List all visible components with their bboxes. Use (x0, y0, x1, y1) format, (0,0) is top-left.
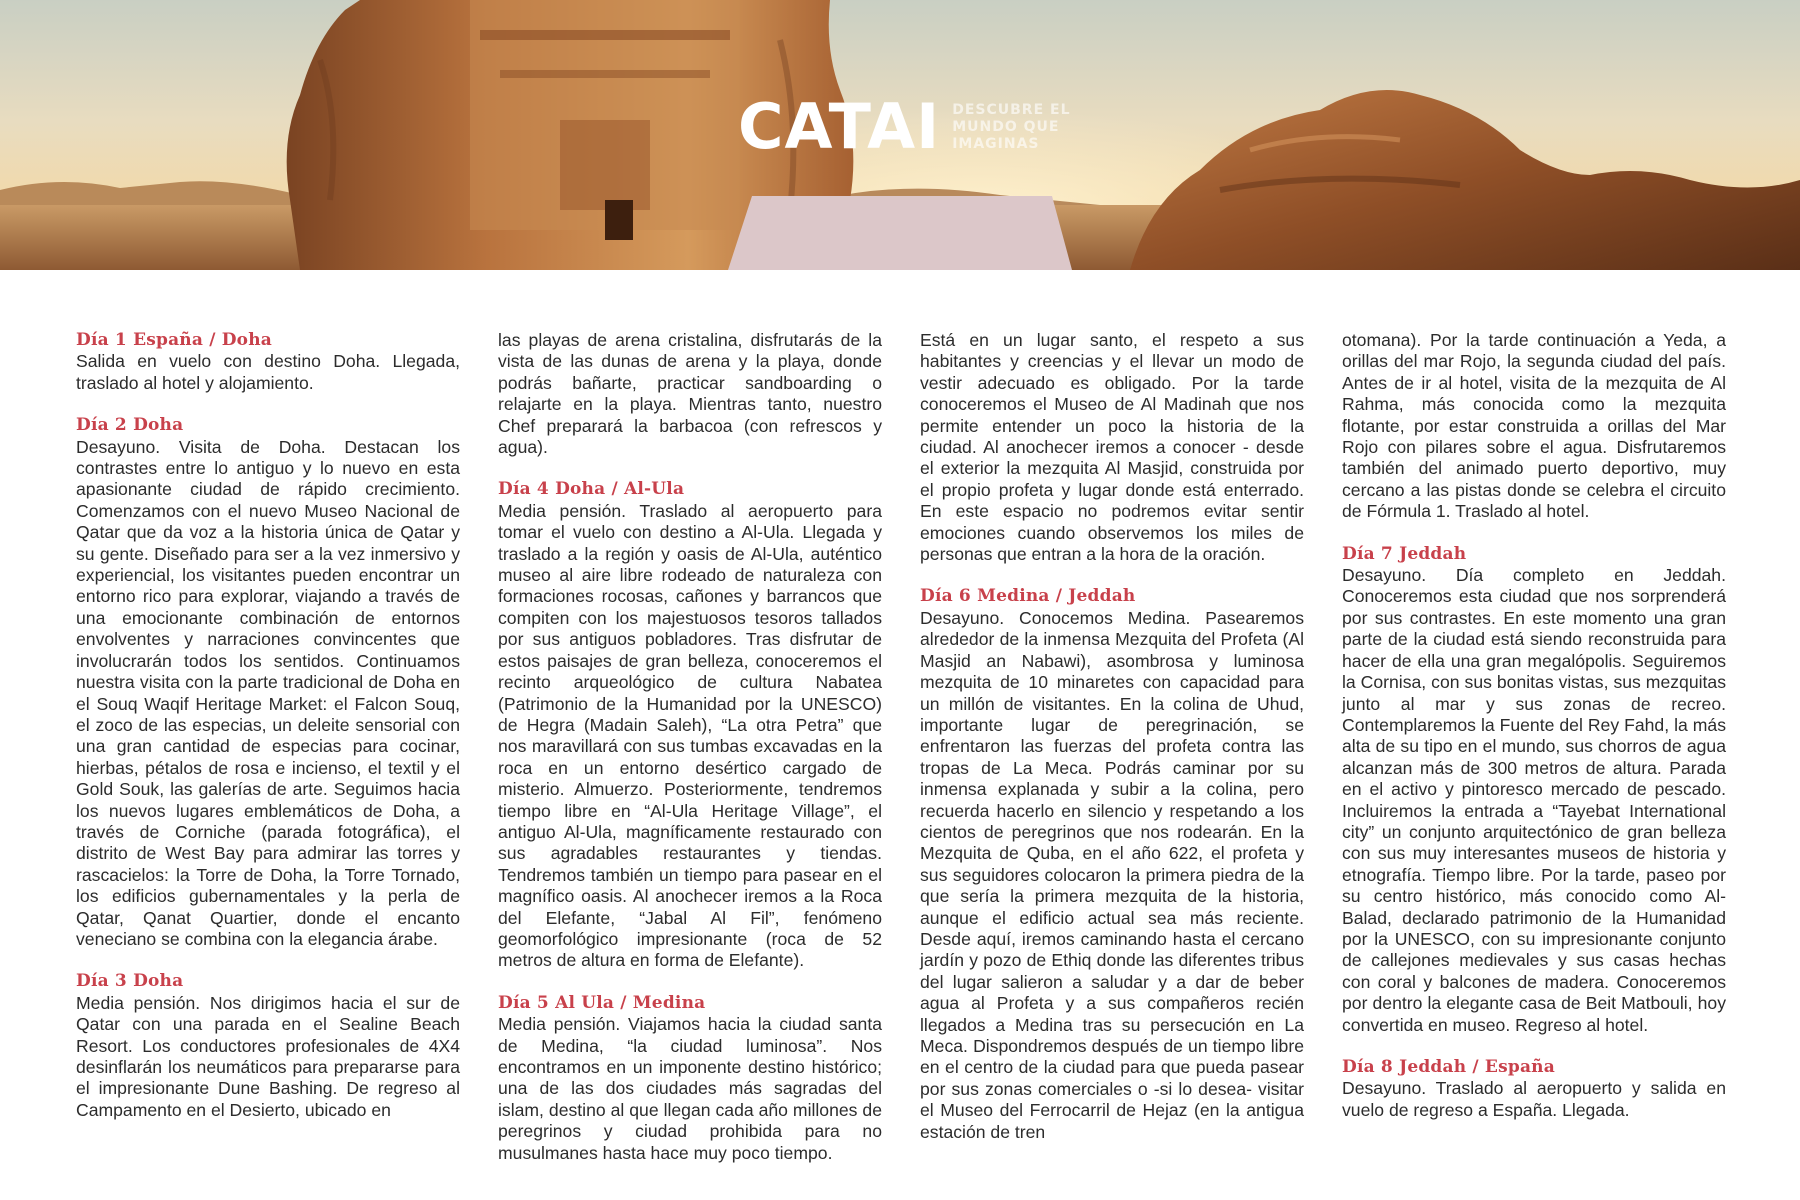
catai-logo (738, 92, 1071, 162)
day-text: las playas de arena cristalina, disfrutarás de la vista de las dunas de arena y la playa, donde podrás bañarte, practicar sandboarding o relajarte en la playa. Mientras tanto, nuestro Chef preparará la barbacoa (con refrescos y agua). (498, 330, 882, 458)
day-text: Desayuno. Visita de Doha. Destacan los contrastes entre lo antiguo y lo nuevo en esta apasionante ciudad de rápido crecimiento. Comenzamos con el nuevo Museo Nacional de Qatar que da voz a la historia única de Qatar y su gente. Diseñado para ser a la vez inmersivo y experiencial, los visitantes pueden encontrar un entorno rico para explorar, viajando a través de una emocionante combinación de entornos envolventes y narraciones convincentes que involucrarán todos los sentidos. Continuamos nuestra visita con la parte tradicional de Doha en el Souq Waqif Heritage Market: el Falcon Souq, el zoco de las especias, un deleite sensorial con una gran cantidad de especias para cocinar, hierbas, pétalos de rosa e incienso, el textil y el Gold Souk, las galerías de arte. Seguimos hacia los nuevos lugares emblemáticos de Doha, a través de Corniche (parada fotográfica), el distrito de West Bay para admirar las torres y rascacielos: la Torre de Doha, la Torre Tornado, los edificios gubernamentales y la perla de Qatar, Qanat Quartier, donde el encanto veneciano se combina con la elegancia árabe. (76, 436, 460, 949)
day-section-5 (498, 993, 882, 1164)
day-text: Media pensión. Viajamos hacia la ciudad santa de Medina, “la ciudad luminosa”. Nos encontramos en un imponente destino histórico; una de las dos ciudades más sagradas del islam, destino al que llegan cada año millones de peregrinos y ciudad prohibida para no musulmanes hasta hace muy poco tiempo. (498, 1014, 882, 1163)
day-title: Día 2 Doha (76, 415, 184, 436)
day-section-5-continued (920, 330, 1304, 565)
day-section-4 (498, 479, 882, 971)
day-section-2 (76, 415, 460, 950)
brand-tagline-line: IMAGINAS (952, 135, 1040, 152)
day-text: Está en un lugar santo, el respeto a sus habitantes y creencias y el llevar un modo de vestir adecuado es obligado. Por la tarde conoceremos el Museo de Al Madinah que nos permite entender un poco la historia de la ciudad. Al anochecer iremos a conocer - desde el exterior la mezquita Al Masjid, construida por el propio profeta y lugar donde está enterrado. En este espacio no podremos evitar sentir emociones cuando observemos los miles de personas que entran a la hora de la oración. (920, 330, 1304, 565)
day-title: Día 1 España / Doha (76, 330, 272, 350)
brand-tagline-line: DESCUBRE EL (952, 101, 1071, 118)
day-text: otomana). Por la tarde continuación a Yeda, a orillas del mar Rojo, la segunda ciudad del país. Antes de ir al hotel, visita de la mezquita de Al Rahma, más conocida como la mezquita flotante, por estar construida a orillas del Mar Rojo con pilares sobre el agua. Disfrutaremos también del animado puerto deportivo, muy cercano a las pistas donde se celebra el circuito de Fórmula 1. Traslado al hotel. (1342, 330, 1726, 522)
brand-name: CATAI (738, 90, 941, 163)
day-section-6 (920, 586, 1304, 1143)
itinerary-column-3 (920, 330, 1304, 1164)
brand-tagline-line: MUNDO QUE (952, 118, 1060, 135)
day-section-1 (76, 330, 460, 394)
day-title: Día 6 Medina / Jeddah (920, 586, 1136, 607)
day-section-7 (1342, 544, 1726, 1036)
day-section-3-continued (498, 330, 882, 458)
day-section-6-continued (1342, 330, 1726, 523)
day-title: Día 3 Doha (76, 971, 184, 992)
day-text: Media pensión. Traslado al aeropuerto para tomar el vuelo con destino a Al-Ula. Llegada y traslado a la región y oasis de Al-Ula, auténtico museo al aire libre rodeado de naturaleza con formaciones rocosas, cañones y barrancos que compiten con los majestuosos tesoros tallados por sus antiguos pobladores. Tras disfrutar de estos paisajes de gran belleza, conoceremos el recinto arqueológico de cultura Nabatea (Patrimonio de la Humanidad por la UNESCO) de Hegra (Madain Saleh), “La otra Petra” que nos maravillará con sus tumbas excavadas en la roca en un entorno desértico cargado de misterio. Almuerzo. Posteriormente, tendremos tiempo libre en “Al-Ula Heritage Village”, el antiguo Al-Ula, magníficamente restaurado con sus agradables restaurantes y tiendas. Tendremos también un tiempo para pasear en el magnífico oasis. Al anochecer iremos a la Roca del Elefante, “Jabal Al Fil”, fenómeno geomorfológico impresionante (roca de 52 metros de altura en forma de Elefante). (498, 500, 882, 971)
day-text: Salida en vuelo con destino Doha. Llegada, traslado al hotel y alojamiento. (76, 351, 460, 393)
pink-tab-shape (728, 196, 1072, 270)
day-title: Día 5 Al Ula / Medina (498, 992, 706, 1013)
day-title: Día 4 Doha / Al-Ula (498, 479, 685, 500)
brand-tagline (952, 102, 1070, 153)
day-section-3 (76, 971, 460, 1121)
day-title: Día 8 Jeddah / España (1342, 1057, 1555, 1077)
day-title: Día 7 Jeddah (1342, 543, 1467, 564)
day-text: Desayuno. Conocemos Medina. Pasearemos alrededor de la inmensa Mezquita del Profeta (Al Masjid an Nabawi), asombrosa y luminosa mezquita de 10 minaretes con capacidad para un millón de visitantes. En la colina de Uhud, importante lugar de peregrinación, se enfrentaron las fuerzas del profeta contra las tropas de La Meca. Podrás caminar por su inmensa explanada y subir a la colina, pero recuerda hacerlo en silencio y respetando a los cientos de peregrinos que nos rodearán. En la Mezquita de Quba, en el año 622, el profeta y sus seguidores colocaron la primera piedra de la que sería la primera mezquita de la historia, aunque el edificio actual sea más reciente. Desde aquí, iremos caminando hasta el cercano jardín y pozo de Ethiq donde las diferentes tribus del lugar salieron a saludar y a dar de beber agua al Profeta y a sus compañeros recién llegados a Medina tras su persecución en La Meca. Dispondremos después de un tiempo libre en el centro de la ciudad para que pueda pasear por sus zonas comerciales o -si lo desea- visitar el Museo del Ferrocarril de Hejaz (en la antigua estación de tren (920, 607, 1304, 1142)
day-text: Desayuno. Día completo en Jeddah. Conoceremos esta ciudad que nos sorprenderá por sus contrastes. En este momento una gran parte de la ciudad está siendo reconstruida para hacer de ella una gran megalópolis. Seguiremos la Cornisa, con sus bonitas vistas, sus mezquitas junto al mar y sus zonas de recreo. Contemplaremos la Fuente del Rey Fahd, la más alta de su tipo en el mundo, sus chorros de agua alcanzan más de 300 metros de altura. Parada en el activo y pintoresco mercado de pescado. Incluiremos la entrada a “Tayebat International city” un conjunto arquitectónico de gran belleza con sus muy interesantes museos de historia y etnografía. Tiempo libre. Por la tarde, paseo por su centro histórico, más conocido como Al-Balad, declarado patrimonio de la Humanidad por la UNESCO, con su impresionante conjunto de callejones medievales y sus casas hechas con coral y balcones de madera. Conoceremos por dentro la elegante casa de Beit Matbouli, hoy convertida en museo. Regreso al hotel. (1342, 565, 1726, 1035)
hero-banner (0, 0, 1800, 270)
itinerary-column-1 (76, 330, 460, 1142)
day-section-8 (1342, 1057, 1726, 1121)
itinerary-column-2 (498, 330, 882, 1185)
day-text: Media pensión. Nos dirigimos hacia el sur de Qatar con una parada en el Sealine Beach Resort. Los conductores profesionales de 4X4 desinflarán los neumáticos para prepararse para el impresionante Dune Bashing. De regreso al Campamento en el Desierto, ubicado en (76, 992, 460, 1120)
itinerary-column-4 (1342, 330, 1726, 1142)
day-text: Desayuno. Traslado al aeropuerto y salida en vuelo de regreso a España. Llegada. (1342, 1078, 1726, 1120)
itinerary-content (76, 330, 1726, 1163)
